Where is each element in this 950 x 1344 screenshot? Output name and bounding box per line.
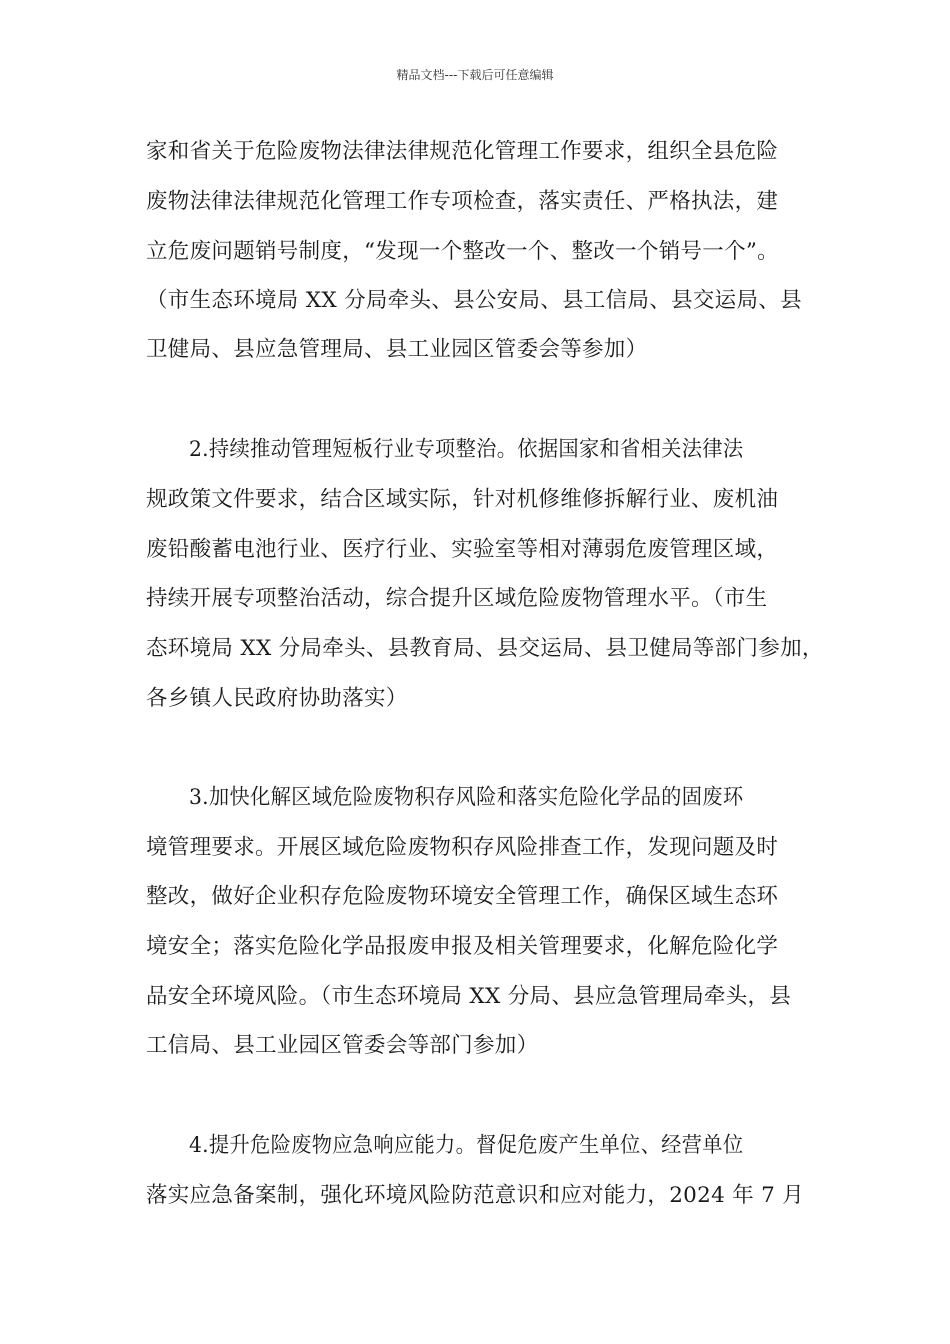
text-line: 落实应急备案制，强化环境风险防范意识和应对能力，2024 年 7 月 [146, 1183, 805, 1208]
text-line: 各乡镇人民政府协助落实） [146, 686, 408, 711]
text-line: 卫健局、县应急管理局、县工业园区管委会等参加） [146, 337, 648, 362]
text-line: 2.持续推动管理短板行业专项整治。依据国家和省相关法律法 [189, 437, 744, 462]
text-line: 境安全；落实危险化学品报废申报及相关管理要求，化解危险化学 [146, 934, 779, 959]
text-line: 态环境局 XX 分局牵头、县教育局、县交运局、县卫健局等部门参加， [146, 636, 824, 661]
text-line: 4.提升危险废物应急响应能力。督促危废产生单位、经营单位 [189, 1133, 744, 1158]
text-line: 持续开展专项整治活动，综合提升区域危险废物管理水平。（市生 [146, 586, 768, 611]
text-line: （市生态环境局 XX 分局牵头、县公安局、县工信局、县交运局、县 [146, 288, 802, 313]
text-line: 3.加快化解区域危险废物积存风险和落实危险化学品的固废环 [189, 785, 744, 810]
text-line: 废铅酸蓄电池行业、医疗行业、实验室等相对薄弱危废管理区域， [146, 537, 779, 562]
text-line: 境管理要求。开展区域危险废物积存风险排查工作，发现问题及时 [146, 835, 779, 860]
text-line: 工信局、县工业园区管委会等部门参加） [146, 1033, 539, 1058]
text-line: 规政策文件要求，结合区域实际，针对机修维修拆解行业、废机油 [146, 487, 779, 512]
text-line: 废物法律法律规范化管理工作专项检查，落实责任、严格执法，建 [146, 189, 779, 214]
page-header: 精品文档---下载后可任意编辑 [396, 68, 554, 82]
text-line: 品安全环境风险。（市生态环境局 XX 分局、县应急管理局牵头，县 [146, 984, 792, 1009]
text-line: 立危废问题销号制度，“发现一个整改一个、整改一个销号一个”。 [146, 239, 779, 264]
text-line: 整改，做好企业积存危险废物环境安全管理工作，确保区域生态环 [146, 884, 779, 909]
text-line: 家和省关于危险废物法律法律规范化管理工作要求，组织全县危险 [146, 139, 779, 164]
